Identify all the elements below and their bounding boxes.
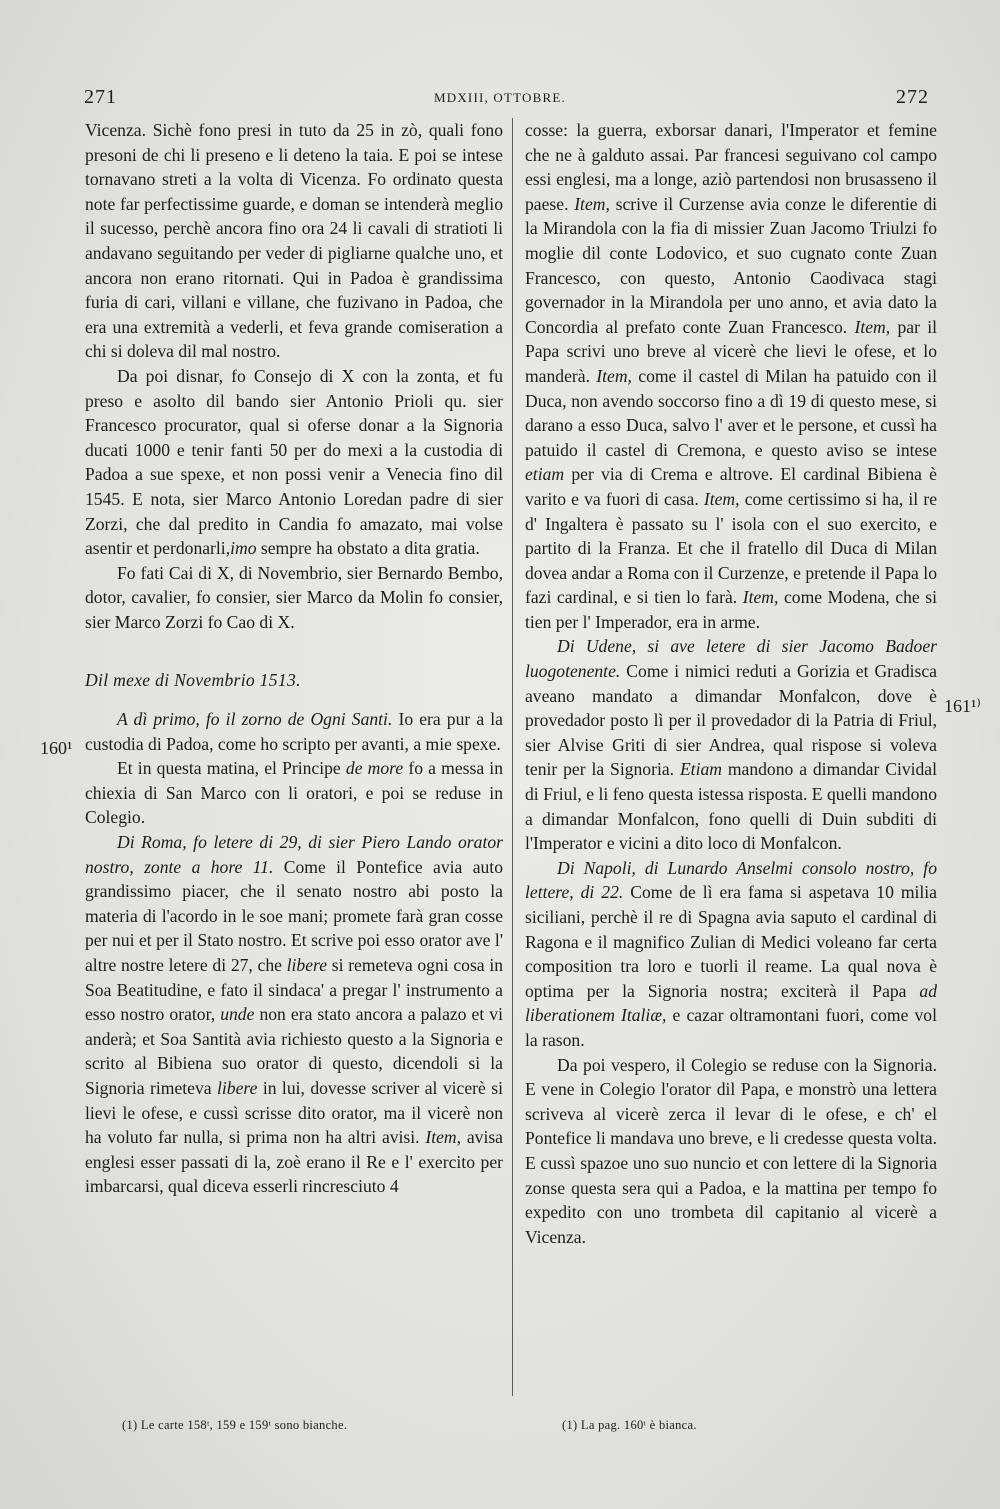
paragraph: Da poi disnar, fo Consejo di X con la zonta, et fu preso e asolto dil bando sier Antonio Prioli qu. sier Francesco procurator, qual si oferse donar a la Signoria ducati 1000 e tenir fanti 50 per do mexi a la custodia di Padoa a sue spexe, et non possi venir a Venecia fino dil 1545. E nota, sier Marco Antonio Loredan padre di sier Zorzi, che dal predito in Candia fo amazato, mai volse asentir et perdonarli,imo sempre ha obstato a dita gratia. xyxy=(85,365,503,559)
column-divider xyxy=(512,118,513,1396)
section-heading: Dil mexe di Novembrio 1513. xyxy=(85,670,301,691)
paragraph: Di Roma, fo letere di 29, di sier Piero Lando orator nostro, zonte a hore 11. Come il Pontefice avia auto grandissimo piacer, che il senato nostro abi posto la materia di l'acordo in le soe mani; promete farà gran cosse per nui et per il Stato nostro. Et scrive poi esso orator ave l' altre nostre letere di 27, che libere si remeteva ogni cosa in Soa Beatitudine, e fato il sindaca' a pregar l' instrumento a esso nostro orator, unde non era stato ancora a palazo et vi anderà; et Soa Santità avia richiesto questo a la Signoria e scrito al Bibiena suo orator di questo, dicendoli si la Signoria rimeteva libere in lui, dovesse scriver al vicerè si lievi le ofese, e cussì scrisse dito orator, ma il vicerè non ha voluto far nulla, si prima non ha altri avisi. Item, avisa englesi esser passati di la, zoè erano il Re e l' exercito per imbarcarsi, qual diceva esserli rincresciuto 4 xyxy=(85,832,504,1197)
paragraph: Da poi vespero, il Colegio se reduse con la Signoria. E vene in Colegio l'orator dil Papa, e monstrò una lettera scriveva al vicerè zerca il levar di le ofese, e ch' el Pontefice li mandava uno breve, e li credesse questa volta. E cussì spazoe uno suo nuncio et con lettere di la Signoria zonse questa sera qui a Padoa, e la mattina per tempo fo expedito con uno trombeta dil capitanio al vicerè a Vicenza. xyxy=(525,1054,937,1247)
paragraph: A dì primo, fo il zorno de Ogni Santi. Io era pur a la custodia di Padoa, come ho scripto per avanti, a mie spexe. xyxy=(85,709,503,754)
page-number-right: 272 xyxy=(896,86,929,108)
page-number-left: 271 xyxy=(84,86,117,108)
margin-note-right: 161¹⁾ xyxy=(944,696,981,716)
margin-note-left: 160¹ xyxy=(40,738,73,758)
running-title: MDXIII, OTTOBRE. xyxy=(434,90,566,105)
left-column xyxy=(85,118,503,1199)
footnote-right: (1) La pag. 160ᵗ è bianca. xyxy=(562,1418,697,1432)
paragraph: Et in questa matina, el Principe de more fo a messa in chiexia di San Marco con li oratori, e poi se reduse in Colegio. xyxy=(85,758,503,828)
paragraph: Fo fati Cai di X, di Novembrio, sier Bernardo Bembo, dotor, cavalier, fo consier, sier Marco da Molin fo consier, sier Marco Zorzi fo Cao di X. xyxy=(85,562,503,632)
paragraph: Vicenza. Sichè fono presi in tuto da 25 in zò, quali fono presoni de chi li preseno e li deteno la taia. E poi se intese tornavano streti a la volta di Vicenza. Fo ordinato questa note far perfectissime guarde, e doman se intenderà meglio il sucesso, perchè ancora fino ora 24 li cavali di stratioti li andavano seguitando per veder di pigliarne qualche uno, et ancora non erano ritornati. Qui in Padoa è grandissima furia di cari, villani e villane, che fuzivano in Padoa, che era una extremità a vederli, et feva grande comiseration a chi si doleva dil mal nostro. xyxy=(85,120,503,362)
paragraph: Di Napoli, di Lunardo Anselmi consolo nostro, fo lettere, di 22. Come de lì era fama si aspetava 10 milia siciliani, perchè il re di Spagna avia saputo el cardinal di Ragona e il magnifico Zulian di Medici voleano far certa composition tra loro e tuorli il reame. La qual nova è optima per la Signoria nostra; exciterà il Papa ad liberationem Italiæ, e cazar oltramontani fuori, come vol la rason. xyxy=(525,857,937,1050)
paragraph: Di Udene, si ave letere di sier Jacomo Badoer luogotenente. Come i nimici reduti a Gorizia et Gradisca aveano mandato a dimandar Monfalcon, dove è provedador posto lì per il provedador di la Patria di Friul, sier Alvise Griti di sier Andrea, qual rispose si voleva tenir per la Signoria. Etiam mandono a dimandar Cividal di Friul, e li feno questa istessa risposta. E quelli mandono a dimandar Monfalcon, fono quelli di Duin subditi di l'Imperator e vicini a dito loco di Monfalcon. xyxy=(525,636,938,854)
paragraph: cosse: la guerra, exborsar danari, l'Imperator et femine che ne à galduto assai. Par francesi seguivano col campo essi englesi, ma a longe, aziò partendosi non brusasseno il paese. Item, scrive il Curzense avia conze le diferentie di la Mirandola con la fia di missier Zuan Jacomo Triulzi fo moglie dil conte Lodovico, et suo cugnato conte Zuan Francesco, con questo, Antonio Caodivaca stagi governador in la Mirandola per uno anno, et avia dato la Concordia al prefato conte Zuan Francesco. Item, par il Papa scrivi uno breve al vicerè che lievi le ofese, et lo manderà. Item, come il castel di Milan ha patuido con il Duca, non avendo soccorso fino a dì 19 di questo mese, si darano a esso Duca, salvo l' aver et le persone, et cussì ha patuido il castel di Cremona, e questo aviso se intese etiam per via di Crema e altrove. El cardinal Bibiena è varito e va fuori di casa. Item, come certissimo si ha, il re d' Ingaltera è passato su l' isola con el suo exercito, e partito di la Franza. Et che il fratello dil Duca di Milan dovea andar a Roma con il Curzenze, e pretende il Papa lo fazi cardinal, e si tien lo farà. Item, come Modena, che si tien per l' Imperador, era in arme. xyxy=(525,120,937,632)
right-column xyxy=(525,118,937,1249)
footnote-left: (1) Le carte 158ᵗ, 159 e 159ᵗ sono bianche. xyxy=(122,1418,348,1432)
